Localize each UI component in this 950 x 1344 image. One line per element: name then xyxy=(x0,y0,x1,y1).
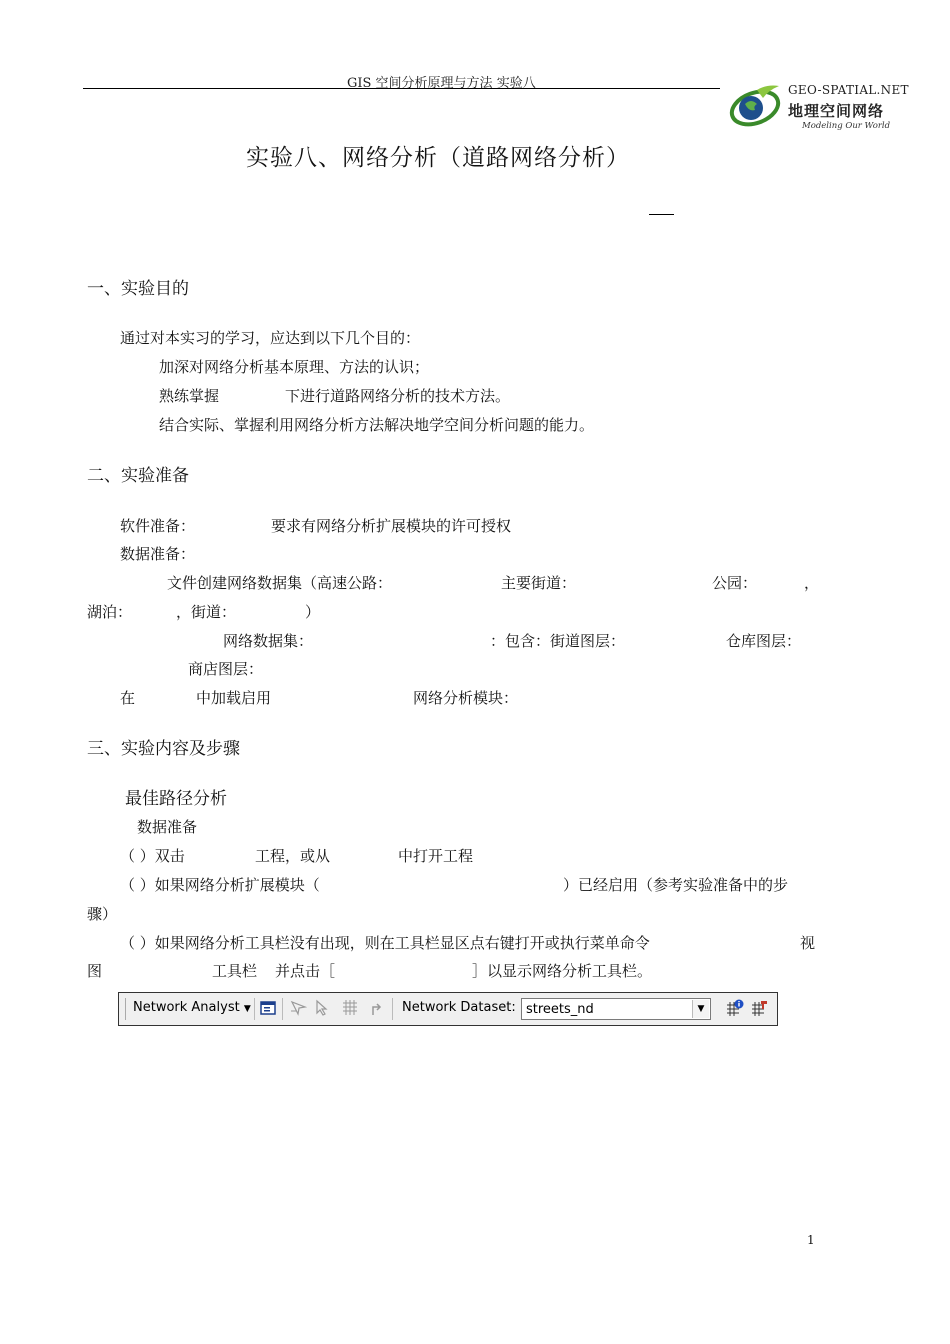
objective-item-3: 结合实际、掌握利用网络分析方法解决地学空间分析问题的能力。 xyxy=(159,416,595,434)
toolbar-separator xyxy=(254,998,255,1020)
build-network-hammer-icon[interactable] xyxy=(750,999,770,1021)
logo-line2: 地理空间网络 xyxy=(788,102,885,120)
author-dash xyxy=(649,214,674,215)
data-line2-a: 湖泊： xyxy=(87,603,133,621)
data-line1-d: ， xyxy=(804,574,820,592)
subsection-title: 最佳路径分析 xyxy=(125,789,227,809)
solve-grid-icon[interactable] xyxy=(341,999,359,1021)
toolbar-separator xyxy=(392,998,393,1020)
page-header-text: GIS 空间分析原理与方法 实验八 xyxy=(347,76,536,91)
step2-c: 骤） xyxy=(87,905,118,923)
toolbar-separator xyxy=(282,998,283,1020)
page-number: 1 xyxy=(807,1233,815,1247)
create-network-location-icon[interactable] xyxy=(289,999,307,1021)
step3-a: （ ）如果网络分析工具栏没有出现，则在工具栏显区点右键打开或执行菜单命令 xyxy=(120,934,650,952)
step2-b: ）已经启用（参考实验准备中的步 xyxy=(563,876,789,894)
network-dataset-label: Network Dataset: xyxy=(402,1000,516,1015)
data-line3-a: 网络数据集： xyxy=(223,632,314,650)
network-dataset-select[interactable] xyxy=(521,998,711,1020)
logo-line3: Modeling Our World xyxy=(802,121,891,131)
section2-heading: 二、实验准备 xyxy=(87,466,189,486)
step1-b: 工程，或从 xyxy=(255,847,331,865)
logo-line1: GEO-SPATIAL.NET xyxy=(788,83,909,97)
software-text: 要求有网络分析扩展模块的许可授权 xyxy=(271,517,512,535)
load-b: 中加载启用 xyxy=(196,689,272,707)
step1-c: 中打开工程 xyxy=(398,847,474,865)
dropdown-arrow-icon[interactable]: ▼ xyxy=(692,1000,709,1018)
step1-a: （ ）双击 xyxy=(120,847,185,865)
network-analyst-menu-label: Network Analyst xyxy=(133,1000,240,1015)
dropdown-arrow-icon: ▼ xyxy=(243,1004,251,1014)
data-line4: 商店图层： xyxy=(188,660,264,678)
data-line3-b: ：包含：街道图层： xyxy=(490,632,626,650)
step2-a: （ ）如果网络分析扩展模块（ xyxy=(120,876,320,894)
network-dataset-value: streets_nd xyxy=(526,1002,594,1017)
toolbar-grip[interactable] xyxy=(125,998,127,1020)
software-label: 软件准备： xyxy=(120,517,196,535)
step3-f: ］以显示网络分析工具栏。 xyxy=(472,962,653,980)
select-move-location-icon[interactable] xyxy=(314,999,332,1021)
subsubsection-title: 数据准备 xyxy=(137,818,198,836)
data-line1-b: 主要街道： xyxy=(501,574,577,592)
section1-heading: 一、实验目的 xyxy=(87,279,189,299)
objective-item-1: 加深对网络分析基本原理、方法的认识； xyxy=(159,358,430,376)
network-analyst-window-icon[interactable] xyxy=(260,999,278,1021)
network-analyst-toolbar xyxy=(118,992,778,1026)
data-line2-b: ，街道： xyxy=(176,603,237,621)
step3-b: 视 xyxy=(800,934,816,952)
directions-icon[interactable] xyxy=(368,999,386,1021)
data-line2-c: ） xyxy=(305,603,321,621)
document-title: 实验八、网络分析（道路网络分析） xyxy=(246,145,630,171)
load-a: 在 xyxy=(120,689,136,707)
objective-item-2a: 熟练掌握 xyxy=(159,387,220,405)
build-network-info-icon[interactable] xyxy=(725,999,745,1021)
objective-item-2b: 下进行道路网络分析的技术方法。 xyxy=(285,387,511,405)
load-c: 网络分析模块： xyxy=(413,689,519,707)
data-label: 数据准备： xyxy=(120,545,196,563)
data-line3-c: 仓库图层： xyxy=(726,632,802,650)
header-rule xyxy=(83,88,720,89)
data-line1-a: 文件创建网络数据集（高速公路： xyxy=(167,574,393,592)
network-analyst-menu[interactable] xyxy=(133,1000,251,1015)
section1-intro: 通过对本实习的学习，应达到以下几个目的： xyxy=(120,329,421,347)
step3-d: 工具栏 xyxy=(212,962,258,980)
section3-heading: 三、实验内容及步骤 xyxy=(87,739,240,759)
data-line1-c: 公园： xyxy=(712,574,758,592)
step3-e: 并点击［ xyxy=(275,962,336,980)
step3-c: 图 xyxy=(87,962,103,980)
